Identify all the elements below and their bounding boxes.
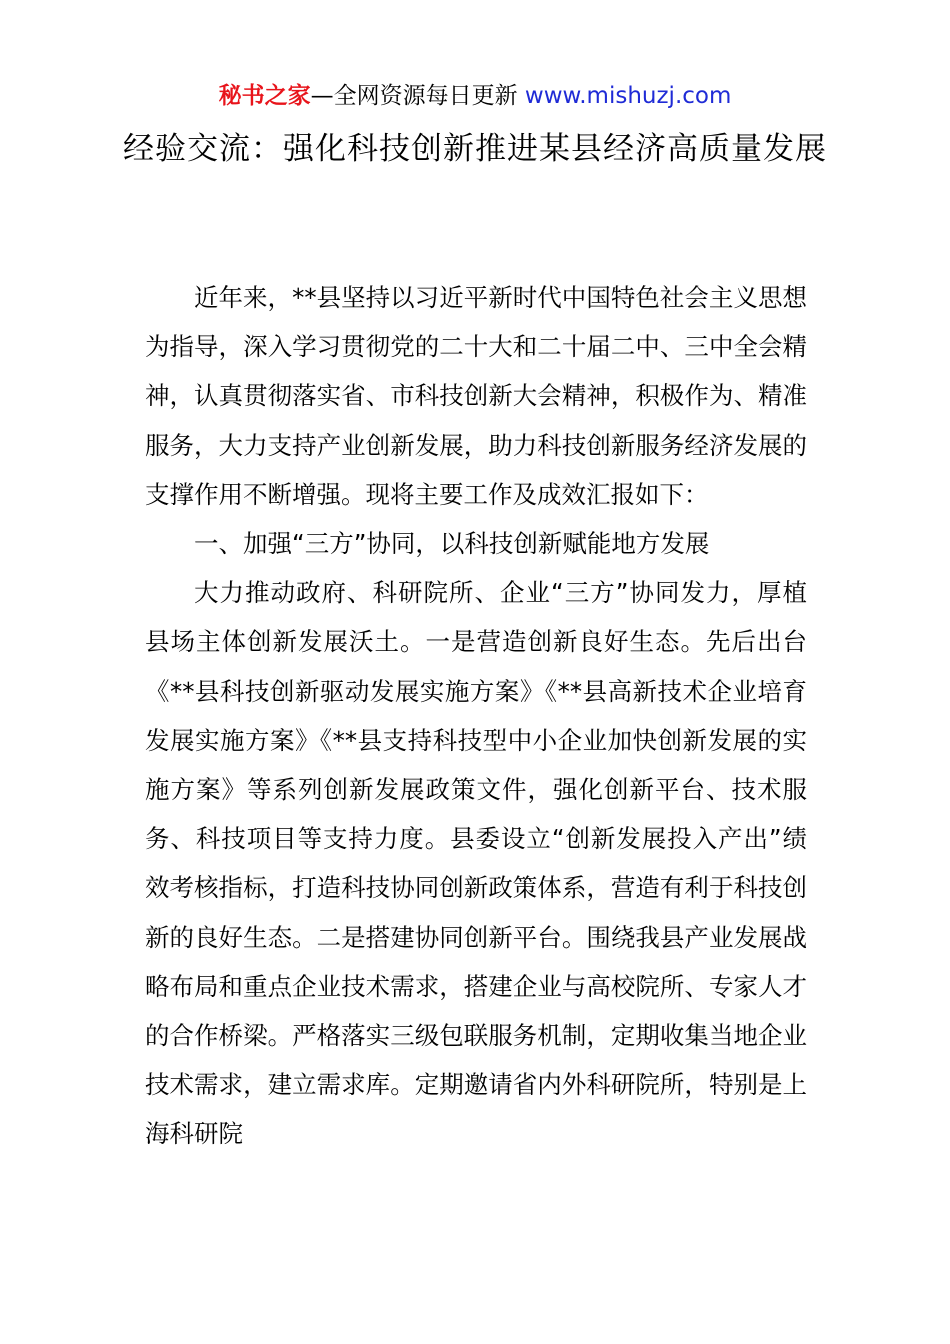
document-title: 经验交流：强化科技创新推进某县经济高质量发展 [123,131,827,167]
site-url-link[interactable]: www.mishuzj.com [524,83,732,109]
paragraph-section-1: 大力推动政府、科研院所、企业“三方”协同发力，厚植县场主体创新发展沃土。一是营造创新良好生态。先后出台《**县科技创新驱动发展实施方案》《**县高新技术企业培育发展实施方案》《**县支持科技型中小企业加快创新发展的实施方案》等系列创新发展政策文件，强化创新平台、技术服务、科技项目等支持力度。县委设立“创新发展投入产出”绩效考核指标，打造科技协同创新政策体系，营造有利于科技创新的良好生态。二是搭建协同创新平台。围绕我县产业发展战略布局和重点企业技术需求，搭建企业与高校院所、专家人才的合作桥梁。严格落实三级包联服务机制，定期收集当地企业技术需求，建立需求库。定期邀请省内外科研院所，特别是上海科研院 [145,578,807,1149]
paragraph-intro: 近年来，**县坚持以习近平新时代中国特色社会主义思想为指导，深入学习贯彻党的二十大和二十届二中、三中全会精神，认真贯彻落实省、市科技创新大会精神，积极作为、精准服务，大力支持产业创新发展，助力科技创新服务经济发展的支撑作用不断增强。现将主要工作及成效汇报如下： [145,283,807,509]
site-brand: 秘书之家 [218,83,311,109]
site-header [0,80,950,112]
document-body [145,273,807,1159]
site-tagline: —全网资源每日更新 [310,83,525,109]
section-heading-1: 一、加强“三方”协同，以科技创新赋能地方发展 [194,529,710,559]
